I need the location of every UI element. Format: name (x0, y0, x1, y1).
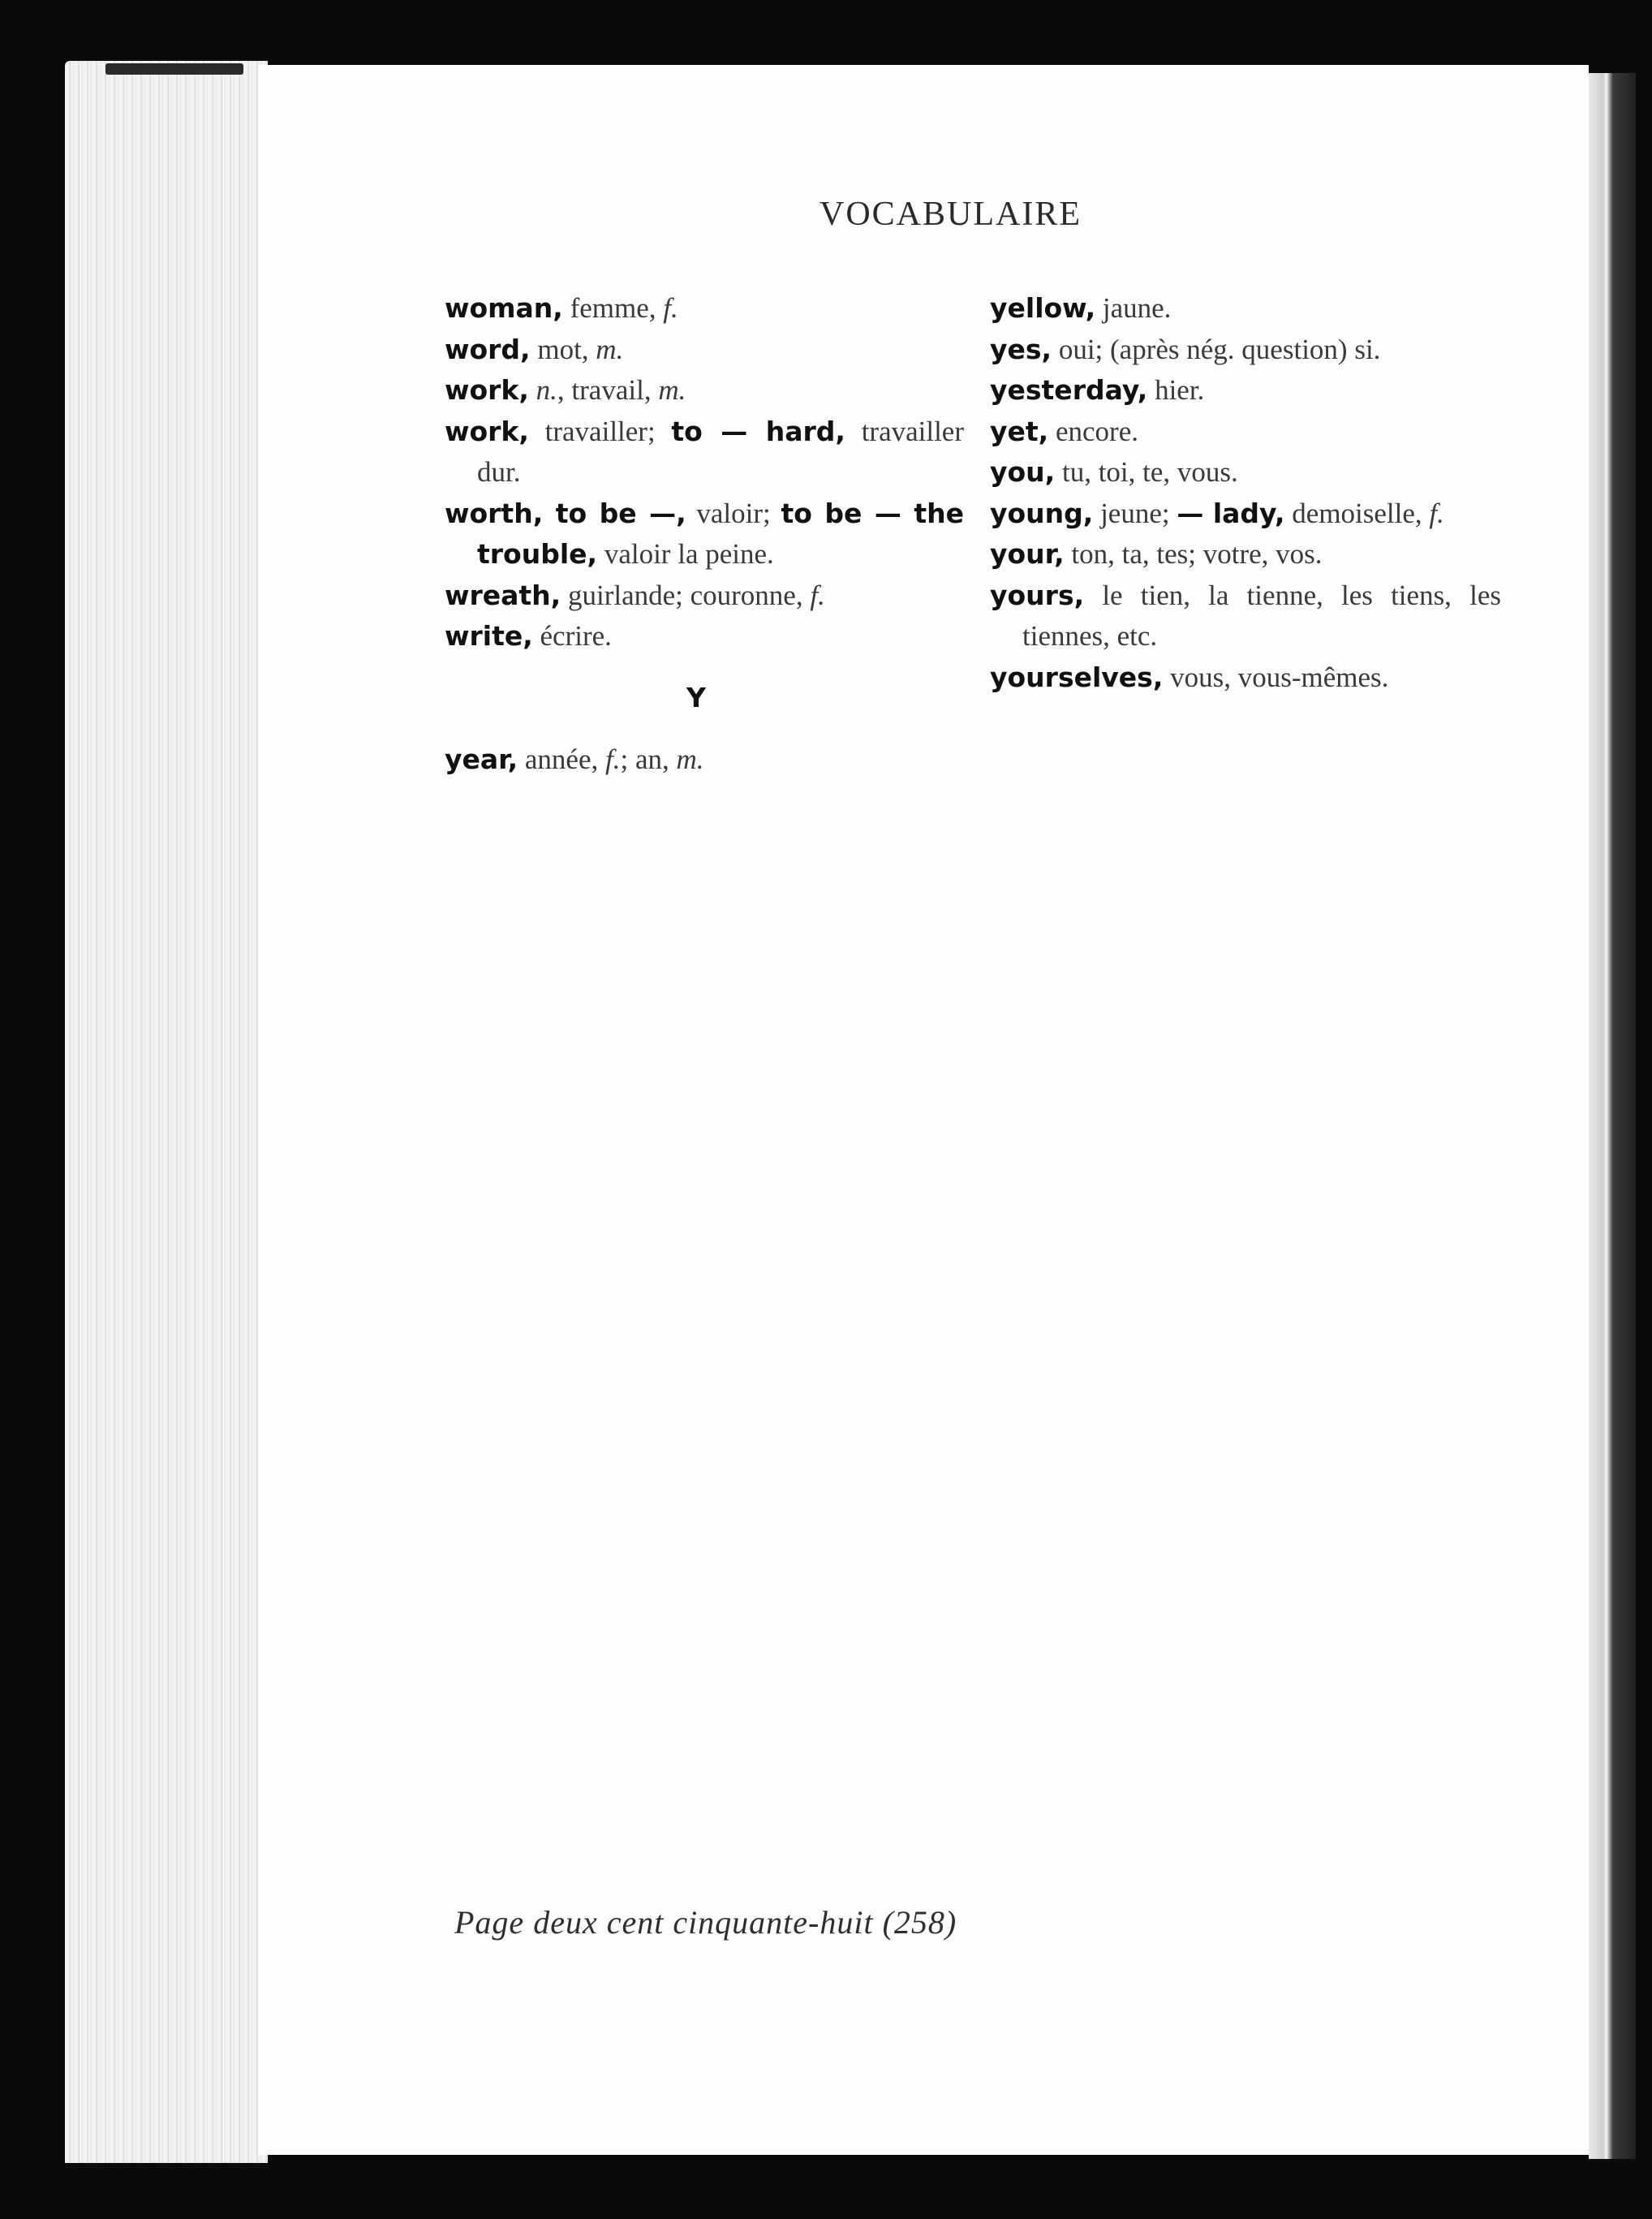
entry-yes: yes, oui; (après nég. question) si. (990, 333, 1381, 365)
entry-yours: yours, le tien, la tienne, les tiens, les tiennes, etc. (990, 579, 1501, 652)
entry-worth: worth, to be —, valoir; to be — the trouble, valoir la peine. (445, 497, 964, 570)
binding-shadow (105, 63, 243, 75)
right-column (990, 288, 1501, 698)
entry-you: you, tu, toi, te, vous. (990, 456, 1238, 488)
entry-write: write, écrire. (445, 620, 612, 652)
entry-yellow: yellow, jaune. (990, 292, 1172, 324)
entry-word: word, mot, m. (445, 333, 624, 365)
facing-page-edge (1589, 73, 1636, 2159)
entry-young: young, jeune; — lady, demoiselle, f. (990, 497, 1444, 529)
page-edge-stack (65, 61, 268, 2163)
entry-year: year, année, f.; an, m. (445, 743, 704, 775)
entry-yesterday: yesterday, hier. (990, 374, 1205, 406)
page-footer: Page deux cent cinquante-huit (258) (454, 1904, 957, 1941)
entry-wreath: wreath, guirlande; couronne, f. (445, 579, 825, 611)
entry-work-noun: work, n., travail, m. (445, 374, 686, 406)
running-head: VOCABULAIRE (820, 196, 1082, 233)
entry-your: your, ton, ta, tes; votre, vos. (990, 538, 1323, 570)
entry-yet: yet, encore. (990, 415, 1138, 447)
entry-yourselves: yourselves, vous, vous-mêmes. (990, 661, 1389, 693)
entry-work-verb: work, travailler; to — hard, travailler dur. (445, 415, 964, 488)
section-letter-y: Y (686, 681, 706, 713)
entry-woman: woman, femme, f. (445, 292, 678, 324)
left-column (445, 288, 964, 781)
